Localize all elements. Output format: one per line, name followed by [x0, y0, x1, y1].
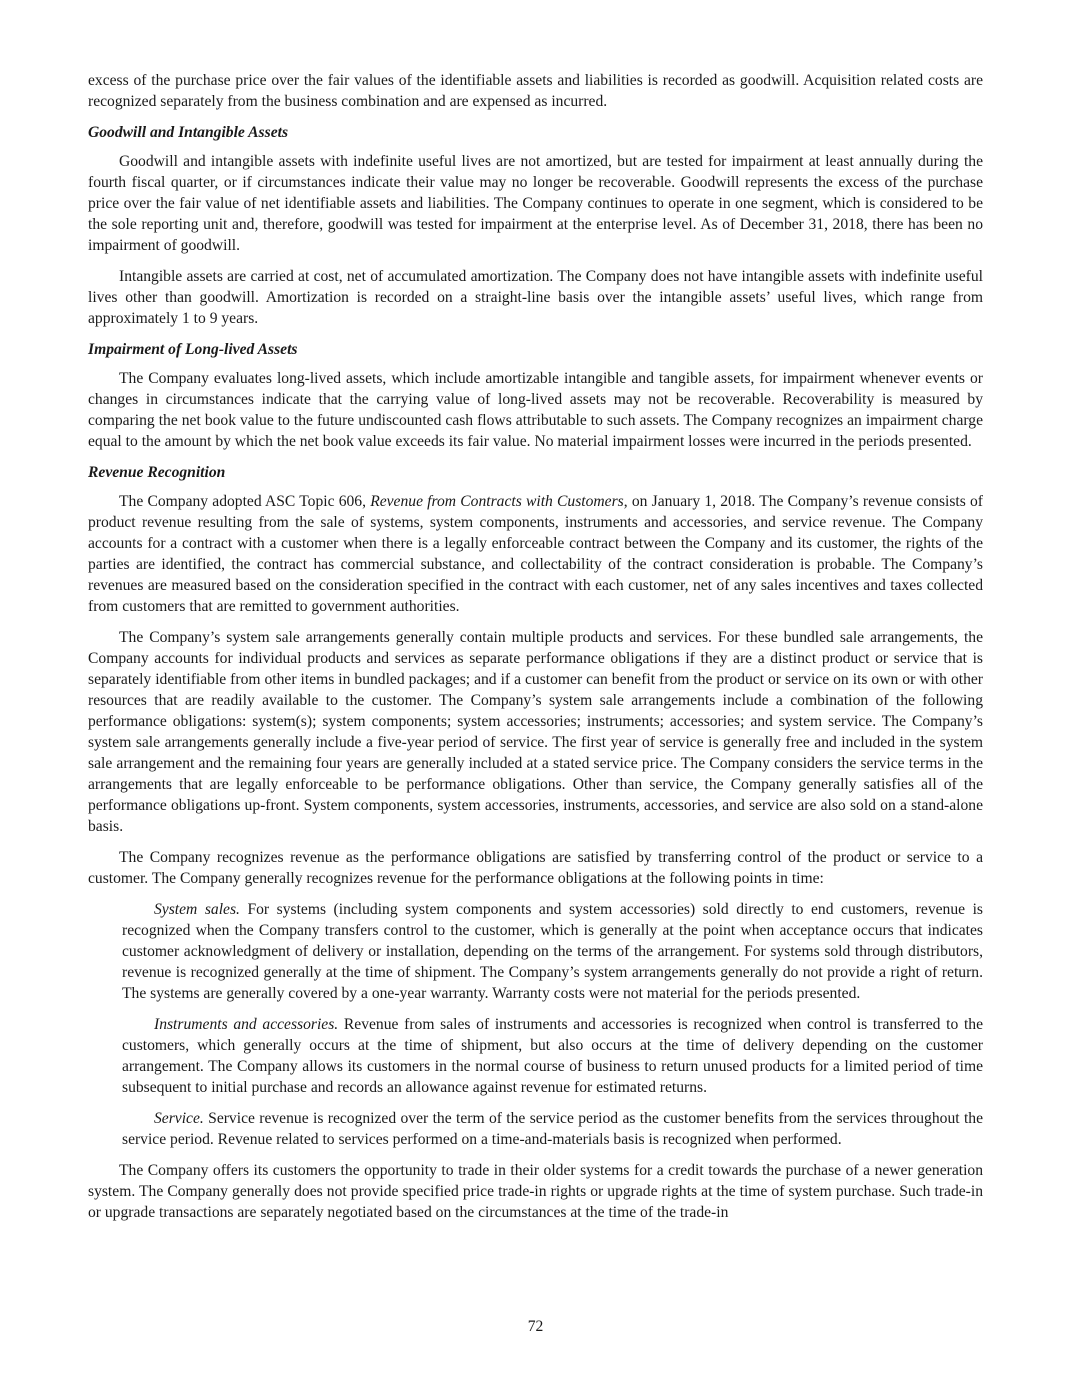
instruments-label: Instruments and accessories.	[154, 1016, 339, 1033]
revenue-heading: Revenue Recognition	[88, 464, 226, 481]
revenue-paragraph-3: The Company recognizes revenue as the performance obligations are satisfied by transferring control of the product or service to a customer. The Company generally recognizes revenue for the performance obligations at the following points in time:	[88, 849, 983, 887]
service-text: Service revenue is recognized over the term of the service period as the customer benefits from the services throughout the service period. Revenue related to services performed on a time-and-materials basis is recognized when performed.	[122, 1110, 983, 1148]
instruments-text: Revenue from sales of instruments and accessories is recognized when control is transferred to the customers, which generally occurs at the time of shipment, but also occurs at the time of delivery depending on the customer arrangement. The Company allows its customers in the normal course of business to return unused products for a limited period of time subsequent to initial purchase and records an allowance against revenue for estimated returns.	[122, 1016, 984, 1096]
revenue-p1-pre: The Company adopted ASC Topic 606,	[119, 493, 371, 510]
intro-paragraph: excess of the purchase price over the fair values of the identifiable assets and liabilities is recorded as goodwill. Acquisition related costs are recognized separately from the business combination and are expensed as incurred.	[88, 72, 983, 110]
asc-topic-title: Revenue from Contracts with Customers	[370, 493, 624, 510]
instruments-paragraph	[122, 1014, 983, 1098]
goodwill-heading: Goodwill and Intangible Assets	[88, 124, 289, 141]
revenue-paragraph-2: The Company’s system sale arrangements generally contain multiple products and services. For these bundled sale arrangements, the Company accounts for individual products and services as separate performance obligations if they are a distinct product or service that is separately identifiable from other items in bundled packages; and if a customer can benefit from the product or service on its own or with other resources that are readily available to the customer. The Company’s system sale arrangements include a combination of the following performance obligations: system(s); system components; system accessories; instruments; accessories; and system service. The Company’s system sale arrangements generally include a five-year period of service. The first year of service is generally free and included in the system sale arrangement and the remaining four years are generally included at a stated service price. The Company considers the service terms in the arrangements that are legally enforceable to be performance obligations. Other than service, the Company generally satisfies all of the performance obligations up-front. System components, system accessories, instruments, accessories, and service are also sold on a stand-alone basis.	[88, 629, 983, 835]
system-sales-text: For systems (including system components and system accessories) sold directly to end customers, revenue is recognized when the Company transfers control to the customer, which is generally at the point when acceptance occurs that indicates customer acknowledgment of delivery or installation, depending on the terms of the arrangement. For systems sold through distributors, revenue is recognized generally at the time of shipment. The Company’s system arrangements generally do not provide a right of return. The systems are generally covered by a one-year warranty. Warranty costs were not material for the periods presented.	[122, 901, 983, 1002]
system-sales-label: System sales.	[154, 901, 240, 918]
service-paragraph	[122, 1108, 983, 1150]
goodwill-paragraph-2: Intangible assets are carried at cost, net of accumulated amortization. The Company does not have intangible assets with indefinite useful lives other than goodwill. Amortization is recorded on a straight-line basis over the intangible assets’ useful lives, which range from approximately 1 to 9 years.	[88, 268, 983, 327]
page-number: 72	[527, 1318, 544, 1335]
document-page	[88, 70, 983, 1233]
service-label: Service.	[154, 1110, 204, 1127]
revenue-p1-post: , on January 1, 2018. The Company’s revenue consists of product revenue resulting from the sale of systems, system components, instruments and accessories, and service revenue. The Company accounts for a contract with a customer when there is a legally enforceable contract between the Company and its customer, the rights of the parties are identified, the contract has commercial substance, and collectability of the contract consideration is probable. The Company’s revenues are measured based on the consideration specified in the contract with each customer, net of any sales incentives and taxes collected from customers that are remitted to government authorities.	[88, 493, 983, 615]
impairment-heading: Impairment of Long-lived Assets	[88, 341, 298, 358]
revenue-paragraph-4: The Company offers its customers the opportunity to trade in their older systems for a credit towards the purchase of a newer generation system. The Company generally does not provide specified price trade-in rights or upgrade rights at the time of system purchase. Such trade-in or upgrade transactions are separately negotiated based on the circumstances at the time of the trade-in	[88, 1162, 983, 1221]
revenue-paragraph-1	[88, 491, 983, 617]
system-sales-paragraph	[122, 899, 983, 1004]
impairment-paragraph: The Company evaluates long-lived assets, which include amortizable intangible and tangible assets, for impairment whenever events or changes in circumstances indicate that the carrying value of long-lived assets may not be recoverable. Recoverability is measured by comparing the net book value to the future undiscounted cash flows attributable to such assets. The Company recognizes an impairment charge equal to the amount by which the net book value exceeds its fair value. No material impairment losses were incurred in the periods presented.	[88, 370, 983, 450]
goodwill-paragraph-1: Goodwill and intangible assets with indefinite useful lives are not amortized, but are tested for impairment at least annually during the fourth fiscal quarter, or if circumstances indicate their value may no longer be recoverable. Goodwill represents the excess of the purchase price over the fair value of net identifiable assets and liabilities. The Company continues to operate in one segment, which is considered to be the sole reporting unit and, therefore, goodwill was tested for impairment at the enterprise level. As of December 31, 2018, there has been no impairment of goodwill.	[88, 153, 983, 254]
